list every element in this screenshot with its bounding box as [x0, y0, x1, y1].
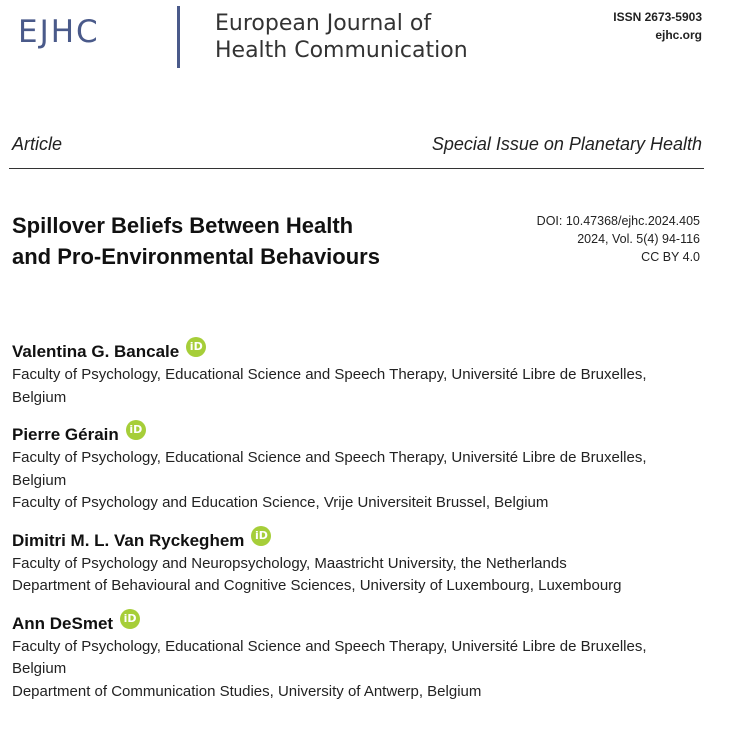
- website-link[interactable]: ejhc.org: [655, 28, 702, 42]
- orcid-icon[interactable]: iD: [186, 337, 206, 357]
- orcid-icon[interactable]: iD: [126, 420, 146, 440]
- title-line1: Spillover Beliefs Between Health: [12, 213, 354, 238]
- affiliation: Faculty of Psychology, Educational Science and Speech Therapy, Université Libre de Bruxelles, Belgium: [12, 449, 647, 489]
- article-type-row: [12, 134, 702, 155]
- journal-name: [215, 10, 468, 64]
- article-title: [12, 210, 462, 272]
- orcid-icon[interactable]: iD: [120, 609, 140, 629]
- author-entry: [12, 612, 712, 704]
- logo-divider: [177, 6, 180, 68]
- author-entry: [12, 529, 712, 598]
- issn-block: [613, 8, 702, 44]
- author-list: [12, 340, 712, 717]
- journal-logo: EJHC: [18, 14, 100, 50]
- affiliation: Department of Behavioural and Cognitive Sciences, University of Luxembourg, Luxembourg: [12, 577, 622, 594]
- special-issue: Special Issue on Planetary Health: [431, 134, 702, 154]
- journal-name-line1: European Journal of: [215, 11, 432, 36]
- doi-link[interactable]: DOI: 10.47368/ejhc.2024.405: [536, 214, 700, 228]
- article-meta: [537, 212, 700, 266]
- affiliation: Faculty of Psychology and Education Science, Vrije Universiteit Brussel, Belgium: [12, 494, 549, 511]
- issn: ISSN 2673-5903: [613, 10, 702, 24]
- affiliation: Department of Communication Studies, University of Antwerp, Belgium: [12, 682, 482, 700]
- license: CC BY 4.0: [641, 250, 700, 264]
- title-line2: and Pro-Environmental Behaviours: [12, 244, 380, 269]
- affiliation: Faculty of Psychology, Educational Science and Speech Therapy, Université Libre de Bruxelles, Belgium: [12, 366, 647, 406]
- affiliation: Faculty of Psychology and Neuropsychology, Maastricht University, the Netherlands: [12, 554, 567, 572]
- author-name: Dimitri M. L. Van Ryckeghem: [12, 530, 245, 550]
- article-type: Article: [12, 134, 63, 154]
- author-entry: [12, 423, 712, 515]
- author-name: Pierre Gérain: [12, 425, 119, 444]
- journal-name-line2: Health Communication: [215, 38, 468, 63]
- affiliation: Faculty of Psychology, Educational Science and Speech Therapy, Université Libre de Bruxelles, Belgium: [12, 637, 647, 677]
- author-name: Valentina G. Bancale: [12, 342, 180, 361]
- author-name: Ann DeSmet: [12, 613, 114, 633]
- author-entry: [12, 340, 712, 409]
- header-rule: [9, 168, 704, 169]
- volume-info: 2024, Vol. 5(4) 94-116: [577, 232, 700, 246]
- orcid-icon[interactable]: iD: [251, 526, 271, 546]
